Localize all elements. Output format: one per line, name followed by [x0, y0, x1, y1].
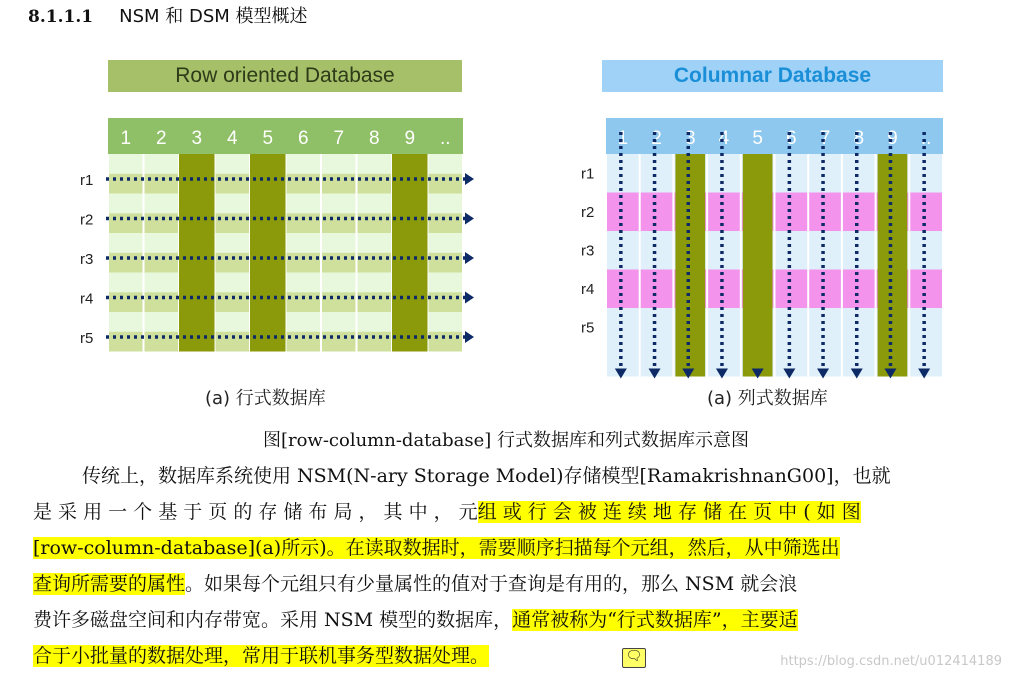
- row-highlight-column: [179, 154, 215, 352]
- col-row-label: r5: [581, 319, 595, 337]
- row-col-label: ..: [439, 128, 451, 149]
- col-col-label: 2: [651, 128, 662, 149]
- col-col-label: 5: [752, 128, 763, 149]
- col-row-label: r4: [581, 280, 595, 298]
- col-db-title: Columnar Database: [602, 60, 943, 92]
- row-label: r1: [80, 172, 94, 189]
- watermark: https://blog.csdn.net/u012414189: [780, 654, 1002, 669]
- row-col-label: 9: [404, 128, 416, 149]
- row-arrow-head: [465, 173, 474, 185]
- col-col-label: 3: [684, 128, 696, 149]
- row-label: r3: [80, 251, 94, 268]
- col-highlight-column: [878, 154, 908, 377]
- section-title: NSM 和 DSM 模型概述: [119, 6, 308, 27]
- col-col-label: 4: [718, 128, 730, 149]
- col-highlight-column: [675, 154, 705, 377]
- row-col-label: 2: [155, 128, 167, 149]
- para-line-6: 合于小批量的数据处理，常用于联机事务型数据处理。: [33, 645, 490, 667]
- section-number: 8.1.1.1: [28, 7, 94, 27]
- row-arrow-head: [465, 331, 474, 343]
- row-col-label: 8: [368, 128, 380, 149]
- row-highlight-column: [250, 154, 286, 352]
- col-col-label: ..: [920, 128, 932, 149]
- row-label: r5: [80, 330, 94, 347]
- para-line-3: [row-column-database](a)所示)。在读取数据时，需要顺序扫描每个元组，然后，从中筛选出: [33, 537, 840, 559]
- col-col-label: 7: [819, 128, 831, 149]
- row-arrow-head: [465, 252, 474, 264]
- row-label: r4: [80, 290, 94, 308]
- col-col-label: 1: [617, 128, 629, 149]
- row-col-label: 1: [120, 128, 132, 149]
- para-line-1: 传统上，数据库系统使用 NSM(N-ary Storage Model)存储模型[RamakrishnanG00]，也就: [82, 465, 891, 487]
- row-arrow-head: [465, 213, 474, 225]
- col-row-label: r1: [581, 165, 595, 183]
- row-highlight-column: [392, 154, 428, 352]
- row-label: r2: [80, 211, 94, 229]
- figure-caption: 图[row-column-database] 行式数据库和列式数据库示意图: [262, 430, 750, 451]
- col-row-label: r2: [581, 203, 595, 221]
- col-db-diagram: [575, 118, 955, 368]
- section-heading: [28, 2, 308, 28]
- row-col-label: 6: [297, 128, 309, 149]
- col-col-label: 6: [786, 128, 797, 149]
- row-col-label: 5: [262, 128, 274, 149]
- col-row-label: r3: [581, 242, 595, 260]
- para-line-5: 费许多磁盘空间和内存带宽。采用 NSM 模型的数据库，通常被称为“行式数据库”，主要适: [33, 609, 798, 631]
- row-arrow-head: [465, 292, 474, 304]
- row-col-label: 4: [226, 128, 238, 149]
- row-col-label: 3: [191, 128, 203, 149]
- col-col-label: 8: [853, 128, 865, 149]
- para-line-2: 是 采 用 一 个 基 于 页 的 存 储 布 局 ， 其 中 ， 元组 或 行 会 被 连 续 地 存 储 在 页 中 ( 如 图: [33, 501, 861, 523]
- col-db-caption: (a) 列式数据库: [707, 388, 828, 409]
- para-line-4: 查询所需要的属性。如果每个元组只有少量属性的值对于查询是有用的，那么 NSM 就会浪: [33, 573, 798, 595]
- comment-icon[interactable]: 🗨: [622, 648, 646, 668]
- col-col-label: 9: [887, 128, 898, 149]
- row-col-label: 7: [333, 128, 345, 149]
- row-db-title: Row oriented Database: [108, 60, 462, 92]
- col-highlight-column: [743, 154, 773, 377]
- row-db-diagram: [80, 118, 480, 358]
- row-db-caption: (a) 行式数据库: [205, 388, 326, 409]
